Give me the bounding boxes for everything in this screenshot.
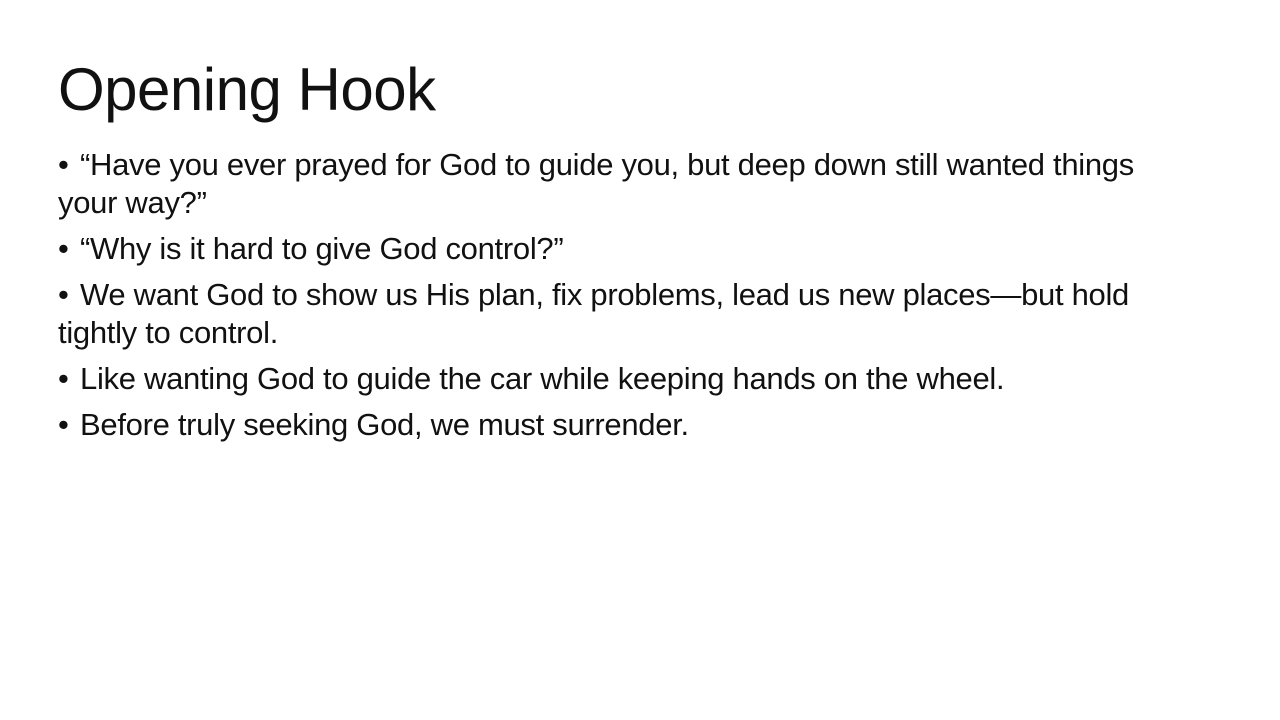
bullet-list bbox=[58, 146, 1198, 452]
slide-title: Opening Hook bbox=[58, 56, 436, 123]
bullet-icon: • bbox=[58, 407, 69, 442]
bullet-text: Like wanting God to guide the car while keeping hands on the wheel. bbox=[80, 361, 1005, 396]
bullet-item bbox=[58, 146, 1198, 222]
bullet-text: Before truly seeking God, we must surrender. bbox=[80, 407, 689, 442]
bullet-item bbox=[58, 360, 1198, 398]
bullet-item bbox=[58, 276, 1198, 352]
bullet-icon: • bbox=[58, 277, 69, 312]
bullet-icon: • bbox=[58, 231, 69, 266]
bullet-text: We want God to show us His plan, fix problems, lead us new places—but hold tightly to control. bbox=[58, 277, 1129, 350]
bullet-icon: • bbox=[58, 361, 69, 396]
bullet-text: “Have you ever prayed for God to guide you, but deep down still wanted things your way?” bbox=[58, 147, 1134, 220]
bullet-text: “Why is it hard to give God control?” bbox=[80, 231, 564, 266]
bullet-item bbox=[58, 230, 1198, 268]
bullet-item bbox=[58, 406, 1198, 444]
bullet-icon: • bbox=[58, 147, 69, 182]
